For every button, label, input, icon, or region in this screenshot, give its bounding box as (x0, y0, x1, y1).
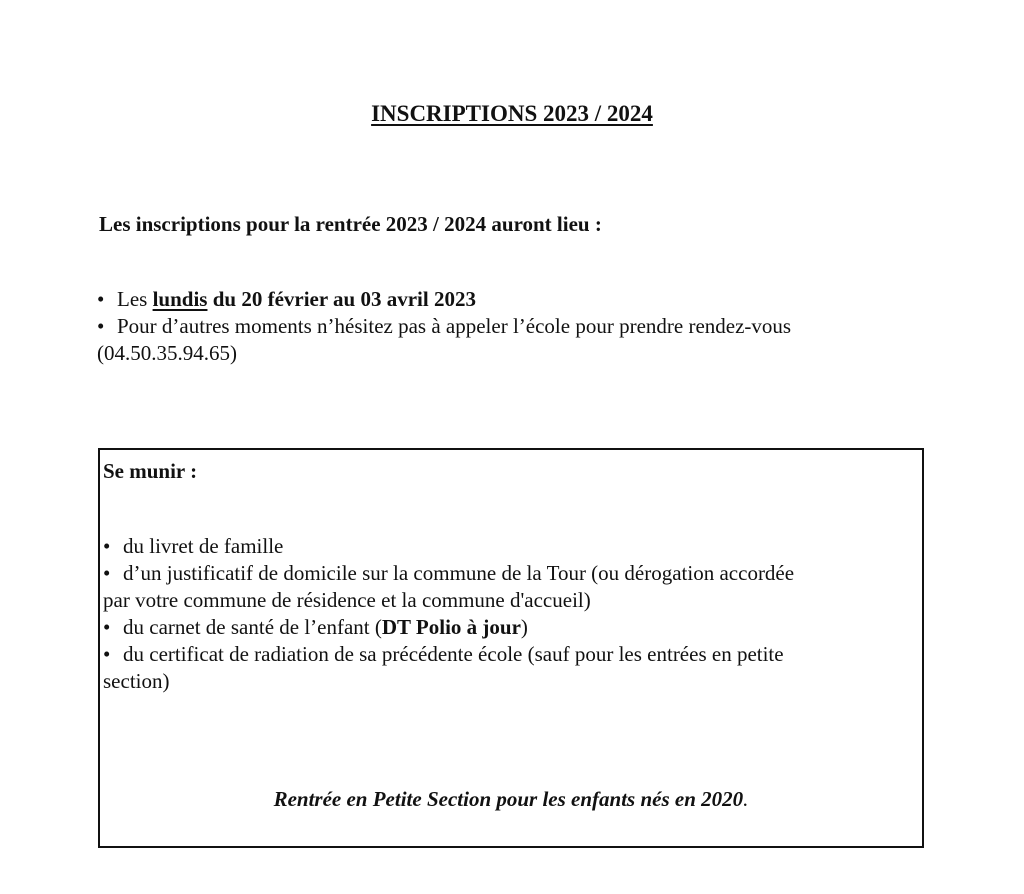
dates-list (97, 286, 927, 367)
list-item (103, 533, 913, 560)
list-item-text: Les (117, 287, 153, 311)
box-title: Se munir : (103, 459, 198, 483)
date-range: du 20 février au 03 avril 2023 (207, 287, 476, 311)
list-item-text: du carnet de santé de l’enfant ( (123, 615, 382, 639)
list-item (103, 614, 913, 641)
emphasis-day: lundis (152, 287, 208, 311)
requirements-list (103, 533, 913, 695)
list-item-text: d’un justificatif de domicile sur la commune de la Tour (ou dérogation accordée (123, 561, 795, 585)
list-item (103, 641, 913, 668)
bullet: • (103, 642, 111, 666)
bullet: • (97, 314, 105, 338)
list-item-continuation: section) (103, 669, 170, 693)
list-item-text: du livret de famille (123, 534, 284, 558)
list-item (103, 560, 913, 587)
list-item-continuation: (04.50.35.94.65) (97, 341, 237, 365)
requirements-box (98, 448, 924, 848)
list-item-text: ) (520, 615, 528, 639)
list-item-text: Pour d’autres moments n’hésitez pas à appeler l’école pour prendre rendez-vous (117, 314, 792, 338)
list-item (97, 313, 927, 340)
list-item-text: du certificat de radiation de sa précédente école (sauf pour les entrées en petite (123, 642, 784, 666)
note-period: . (743, 787, 749, 811)
bullet: • (103, 534, 111, 558)
bullet: • (103, 561, 111, 585)
list-item-continuation: par votre commune de résidence et la commune d'accueil) (103, 588, 591, 612)
footer-note (100, 786, 922, 813)
bullet: • (103, 615, 111, 639)
page-title: INSCRIPTIONS 2023 / 2024 (371, 101, 653, 126)
bullet: • (97, 287, 105, 311)
note-text: Rentrée en Petite Section pour les enfants nés en 2020 (273, 787, 744, 811)
list-item (97, 286, 927, 313)
emphasis-text: DT Polio à jour (381, 615, 521, 639)
intro-text: Les inscriptions pour la rentrée 2023 / 2024 auront lieu : (99, 212, 602, 236)
